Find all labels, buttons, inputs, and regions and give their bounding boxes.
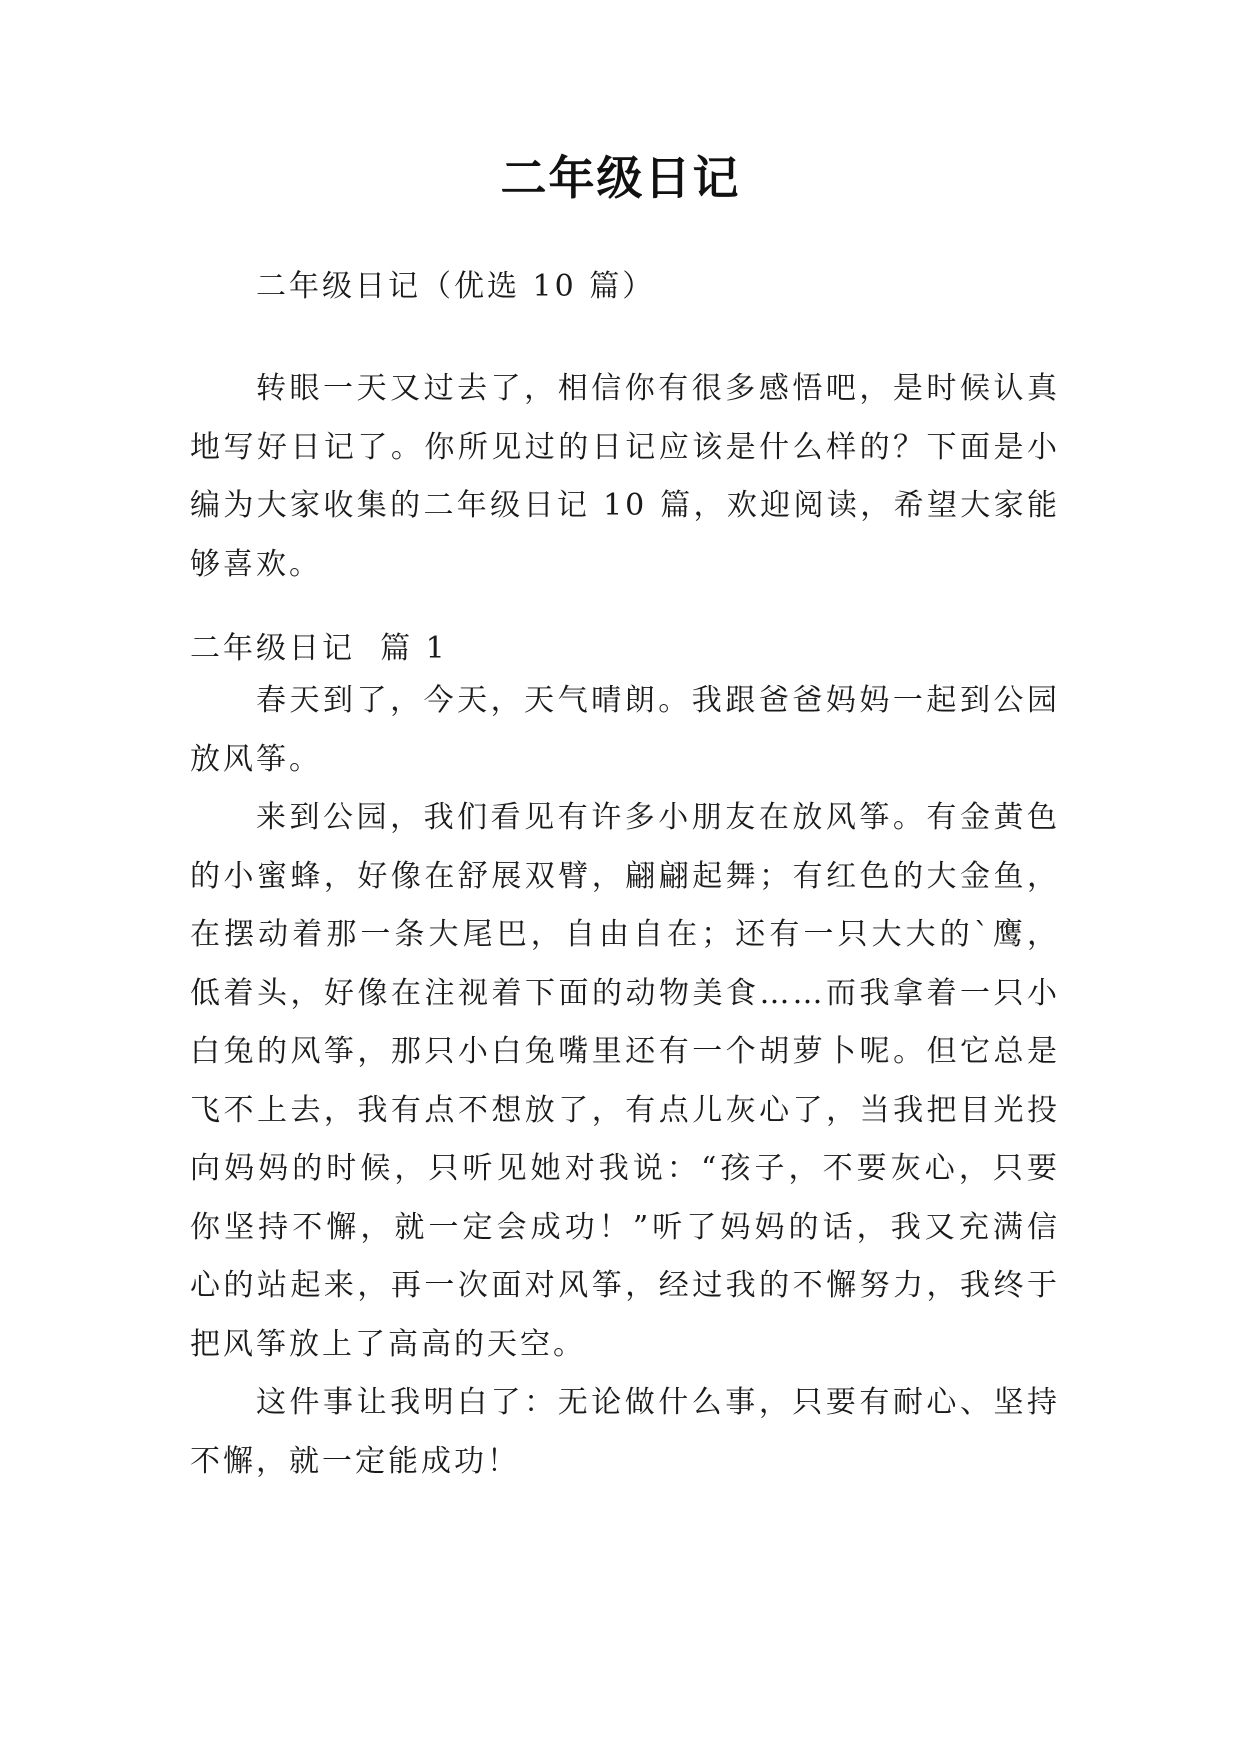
- body-paragraph: 来到公园，我们看见有许多小朋友在放风筝。有金黄色的小蜜蜂，好像在舒展双臂，翩翩起舞；有红色的大金鱼，在摆动着那一条大尾巴，自由自在；还有一只大大的`鹰，低着头，好像在注视着下面的动物美食……而我拿着一只小白兔的风筝，那只小白兔嘴里还有一个胡萝卜呢。但它总是飞不上去，我有点不想放了，有点儿灰心了，当我把目光投向妈妈的时候，只听见她对我说：“孩子，不要灰心，只要你坚持不懈，就一定会成功！”听了妈妈的话，我又充满信心的站起来，再一次面对风筝，经过我的不懈努力，我终于把风筝放上了高高的天空。: [190, 800, 1060, 1362]
- subtitle: 二年级日记（优选 10 篇）: [256, 269, 656, 304]
- body-paragraph: 春天到了，今天，天气晴朗。我跟爸爸妈妈一起到公园放风筝。: [190, 683, 1060, 777]
- intro-paragraph: 转眼一天又过去了，相信你有很多感悟吧，是时候认真地写好日记了。你所见过的日记应该是什么样的？下面是小编为大家收集的二年级日记 10 篇，欢迎阅读，希望大家能够喜欢。: [190, 371, 1060, 582]
- diary-entry-body: [190, 672, 1060, 1491]
- section-heading: 二年级日记 篇 1: [190, 631, 448, 666]
- body-paragraph: 这件事让我明白了：无论做什么事，只要有耐心、坚持不懈，就一定能成功！: [190, 1385, 1060, 1479]
- page-title: 二年级日记: [500, 151, 741, 205]
